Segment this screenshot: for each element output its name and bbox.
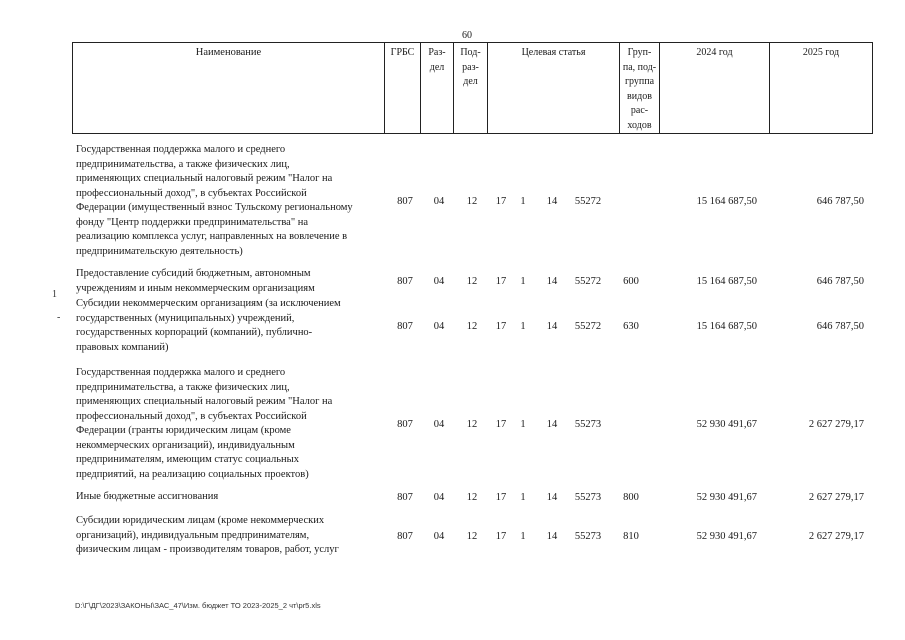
row-name: Субсидии некоммерческим организациям (за исключением государственных (муниципальных) учреждений, государственных корпораций (компаний), публично- правовых компаний) [76, 298, 341, 353]
cell-grbs: 807 [397, 276, 413, 287]
header-year-2025: 2025 год [770, 43, 873, 134]
cell-target-direction: 55272 [574, 195, 602, 207]
cell-podrazdel: 12 [466, 530, 478, 542]
cell-target-type: 1 [520, 320, 526, 332]
cell-target-direction: 55273 [574, 492, 602, 503]
cell-grbs: 807 [397, 530, 413, 542]
cell-podrazdel: 12 [466, 492, 478, 503]
table-header [72, 42, 873, 134]
cell-razdel: 04 [433, 195, 445, 207]
table-row [72, 267, 872, 296]
header-expense-group: Груп- па, под- группа видов рас- ходов [620, 43, 660, 134]
cell-grbs: 807 [397, 320, 413, 332]
cell-year-2024: 52 930 491,67 [696, 530, 757, 542]
cell-target-direction: 55273 [574, 530, 602, 542]
row-name: Предоставление субсидий бюджетным, автономным учреждениям и иным некоммерческим организациям [76, 268, 315, 294]
cell-target-subprogram: 14 [546, 320, 558, 332]
cell-target-program: 17 [495, 320, 507, 332]
cell-target-program: 17 [495, 195, 507, 207]
page-number: 60 [462, 30, 472, 41]
cell-target-program: 17 [495, 530, 507, 542]
cell-target-program: 17 [495, 276, 507, 287]
table-row [72, 297, 872, 355]
cell-year-2024: 15 164 687,50 [696, 276, 757, 287]
cell-podrazdel: 12 [466, 320, 478, 332]
table-row [72, 143, 872, 259]
cell-razdel: 04 [433, 276, 445, 287]
cell-target-subprogram: 14 [546, 195, 558, 207]
cell-target-program: 17 [495, 418, 507, 430]
cell-grbs: 807 [397, 195, 413, 207]
row-name: Иные бюджетные ассигнования [76, 491, 219, 502]
cell-razdel: 04 [433, 492, 445, 503]
cell-year-2025: 2 627 279,17 [808, 530, 864, 542]
row-name: Государственная поддержка малого и среднего предпринимательства, а также физических лиц, применяющих специальный налоговый режим "Налог на профессиональный доход", в субъектах Российской Федерации (имущественный взнос Тульскому региональному фонду "Центр поддержки предпринимательства" на реализацию комплекса услуг, направленных на вовлечение в предпринимательскую деятельность) [76, 144, 353, 257]
cell-target-subprogram: 14 [546, 492, 558, 503]
header-grbs: ГРБС [385, 43, 421, 134]
cell-target-direction: 55272 [574, 276, 602, 287]
header-name: Наименование [73, 43, 385, 134]
cell-expense-group: 600 [623, 276, 639, 287]
cell-year-2025: 2 627 279,17 [808, 492, 864, 503]
cell-target-type: 1 [520, 418, 526, 430]
cell-expense-group: 810 [623, 530, 639, 542]
cell-target-direction: 55273 [574, 418, 602, 430]
cell-year-2025: 2 627 279,17 [808, 418, 864, 430]
cell-year-2024: 52 930 491,67 [696, 418, 757, 430]
row-name: Государственная поддержка малого и среднего предпринимательства, а также физических лиц, применяющих специальный налоговый режим "Налог на профессиональный доход", в субъектах Российской Федерации (гранты юридическим лицам (кроме некоммерческих организаций), индивидуальным предпринимателям, имеющим статус социальных предприятий, на реализацию социальных проектов) [76, 367, 333, 480]
cell-target-subprogram: 14 [546, 530, 558, 542]
cell-target-subprogram: 14 [546, 418, 558, 430]
cell-podrazdel: 12 [466, 276, 478, 287]
cell-expense-group: 800 [623, 492, 639, 503]
cell-target-type: 1 [520, 276, 526, 287]
cell-year-2024: 52 930 491,67 [696, 492, 757, 503]
cell-year-2024: 15 164 687,50 [696, 320, 757, 332]
cell-target-subprogram: 14 [546, 276, 558, 287]
table-row [72, 490, 872, 505]
cell-target-type: 1 [520, 530, 526, 542]
cell-podrazdel: 12 [466, 418, 478, 430]
cell-razdel: 04 [433, 320, 445, 332]
cell-target-type: 1 [520, 492, 526, 503]
cell-target-type: 1 [520, 195, 526, 207]
table-row [72, 514, 872, 558]
cell-expense-group: 630 [623, 320, 639, 332]
cell-year-2024: 15 164 687,50 [696, 195, 757, 207]
header-year-2024: 2024 год [660, 43, 770, 134]
cell-year-2025: 646 787,50 [816, 276, 864, 287]
table-row [72, 366, 872, 482]
footer-file-path: D:\Г\ДГ\2023\ЗАКОНЫ\ЗАС_47\Изм. бюджет ТО 2023-2025_2 чт\pr5.xls [75, 601, 321, 610]
header-podrazdel: Под- раз- дел [454, 43, 488, 134]
header-razdel: Раз- дел [421, 43, 454, 134]
cell-target-direction: 55272 [574, 320, 602, 332]
header-target-article: Целевая статья [488, 43, 620, 134]
margin-mark: 1 [52, 289, 57, 300]
cell-razdel: 04 [433, 418, 445, 430]
cell-year-2025: 646 787,50 [816, 195, 864, 207]
margin-mark: - [57, 312, 61, 323]
cell-grbs: 807 [397, 418, 413, 430]
cell-razdel: 04 [433, 530, 445, 542]
cell-year-2025: 646 787,50 [816, 320, 864, 332]
cell-podrazdel: 12 [466, 195, 478, 207]
row-name: Субсидии юридическим лицам (кроме некоммерческих организаций), индивидуальным предпринимателям, физическим лицам - производителям товаров, работ, услуг [76, 515, 339, 555]
cell-target-program: 17 [495, 492, 507, 503]
cell-grbs: 807 [397, 492, 413, 503]
